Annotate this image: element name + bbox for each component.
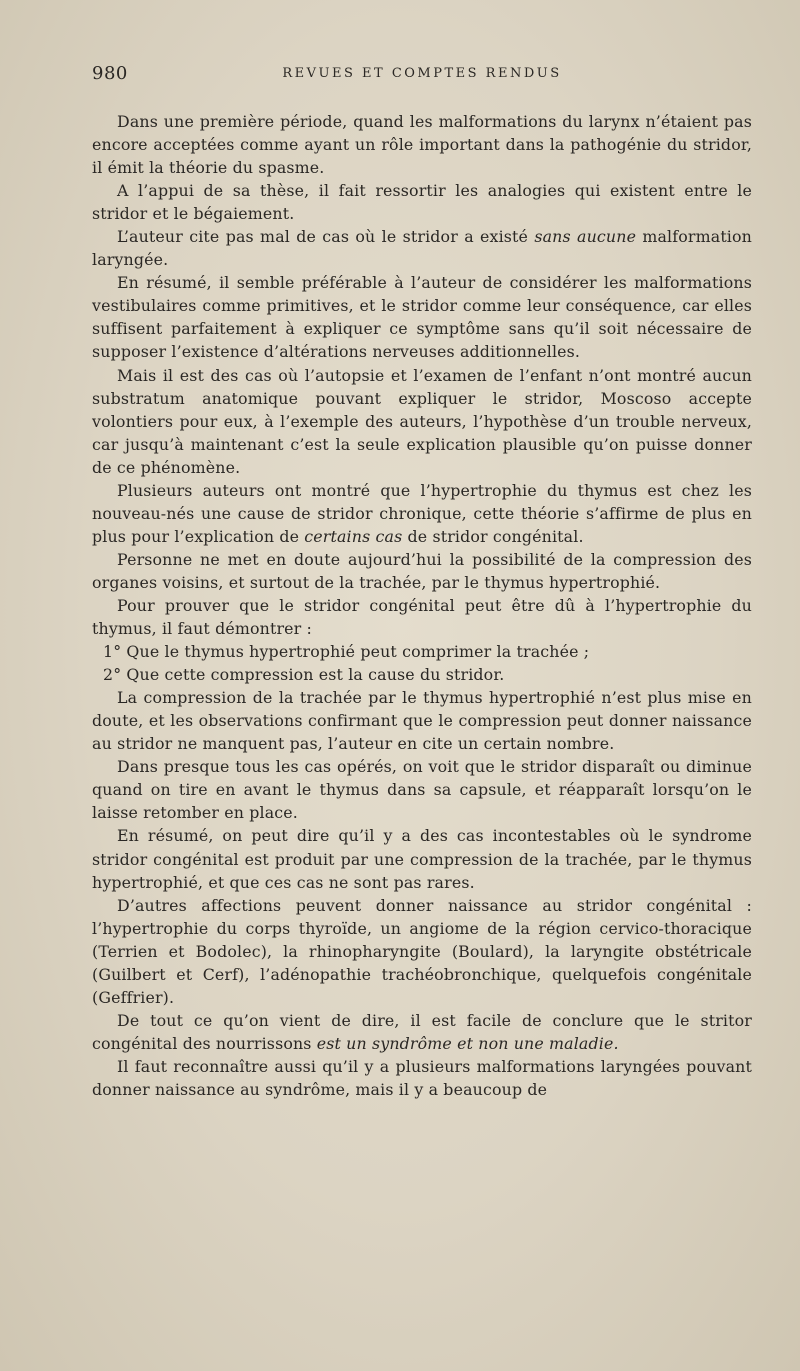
text-run: de stridor congénital. — [402, 526, 584, 546]
list-item — [92, 663, 752, 686]
text-run: En résumé, on peut dire qu’il y a des cas incontestables où le syndrome stridor congénital est produit par une compression de la trachée, par le thymus hypertrophié, et que ces cas ne sont pas rares. — [92, 826, 752, 892]
page-number: 980 — [92, 63, 128, 84]
paragraph — [92, 364, 752, 479]
text-run: Plusieurs auteurs ont montré que l’hypertrophie du thymus est chez les nouveau-nés une cause de stridor chronique, cette théorie s’affirme de plus en plus pour l’explication de — [92, 480, 752, 546]
italic-text: est un syndrôme et non une maladie. — [316, 1033, 619, 1053]
running-head: REVUES ET COMPTES RENDUS — [282, 66, 562, 81]
text-run: En résumé, il semble préférable à l’auteur de considérer les malformations vestibulaires comme primitives, et le stridor comme leur conséquence, car elles suffisent parfaitement à expliquer ce symptôme sans qu’il soit nécessaire de supposer l’existence d’altérations nerveuses additionnelles. — [92, 273, 752, 362]
paragraph — [92, 1055, 752, 1101]
italic-text: sans aucune — [534, 227, 637, 247]
text-run: D’autres affections peuvent donner naissance au stridor congénital : l’hypertrophie du corps thyroïde, un angiome de la région cervico-thoracique (Terrien et Bodolec), la rhinopharyngite (Boulard), la laryngite obstétricale (Guilbert et Cerf), l’adénopathie trachéobronchique, quelquefois congénitale (Geffrier). — [92, 895, 752, 1007]
paragraph — [92, 110, 752, 179]
text-run: malformation laryngée. — [92, 227, 752, 270]
text-run: 1° Que le thymus hypertrophié peut comprimer la trachée ; — [103, 642, 590, 662]
italic-text: certains cas — [304, 526, 403, 546]
body-text — [92, 110, 752, 1101]
text-run: 2° Que cette compression est la cause du stridor. — [103, 665, 505, 685]
text-run: Dans presque tous les cas opérés, on voit que le stridor disparaît ou diminue quand on tire en avant le thymus dans sa capsule, et réapparaît lorsqu’on le laisse retomber en place. — [92, 757, 752, 823]
paragraph — [92, 479, 752, 548]
text-run: Dans une première période, quand les malformations du larynx n’étaient pas encore acceptées comme ayant un rôle important dans la pathogénie du stridor, il émit la théorie du spasme. — [92, 112, 752, 178]
paragraph — [92, 225, 752, 271]
text-run: A l’appui de sa thèse, il fait ressortir les analogies qui existent entre le stridor et le bégaiement. — [92, 181, 752, 224]
list-item — [92, 640, 752, 663]
text-run: Personne ne met en doute aujourd’hui la possibilité de la compression des organes voisins, et surtout de la trachée, par le thymus hypertrophié. — [92, 549, 752, 592]
text-run: Mais il est des cas où l’autopsie et l’examen de l’enfant n’ont montré aucun substratum anatomique pouvant expliquer le stridor, Moscoso accepte volontiers pour eux, à l’exemple des auteurs, l’hypothèse d’un trouble nerveux, car jusqu’à maintenant c’est la seule explication plausible qu’on puisse donner de ce phénomène. — [92, 365, 752, 477]
text-run: Il faut reconnaître aussi qu’il y a plusieurs malformations laryngées pouvant donner naissance au syndrôme, mais il y a beaucoup de — [92, 1056, 752, 1099]
paragraph — [92, 179, 752, 225]
paragraph — [92, 1009, 752, 1055]
paragraph — [92, 686, 752, 755]
page-header — [92, 62, 752, 88]
text-run: L’auteur cite pas mal de cas où le stridor a existé — [117, 227, 535, 247]
paragraph — [92, 755, 752, 824]
paragraph — [92, 894, 752, 1009]
paragraph — [92, 594, 752, 640]
paragraph — [92, 548, 752, 594]
text-run: La compression de la trachée par le thymus hypertrophié n’est plus mise en doute, et les observations confirmant que le compression peut donner naissance au stridor ne manquent pas, l’auteur en cite un certain nombre. — [92, 688, 752, 754]
text-run: De tout ce qu’on vient de dire, il est facile de conclure que le stritor congénital des nourrissons — [92, 1010, 752, 1053]
text-run: Pour prouver que le stridor congénital peut être dû à l’hypertrophie du thymus, il faut démontrer : — [92, 595, 752, 639]
paragraph — [92, 271, 752, 363]
paragraph — [92, 824, 752, 893]
